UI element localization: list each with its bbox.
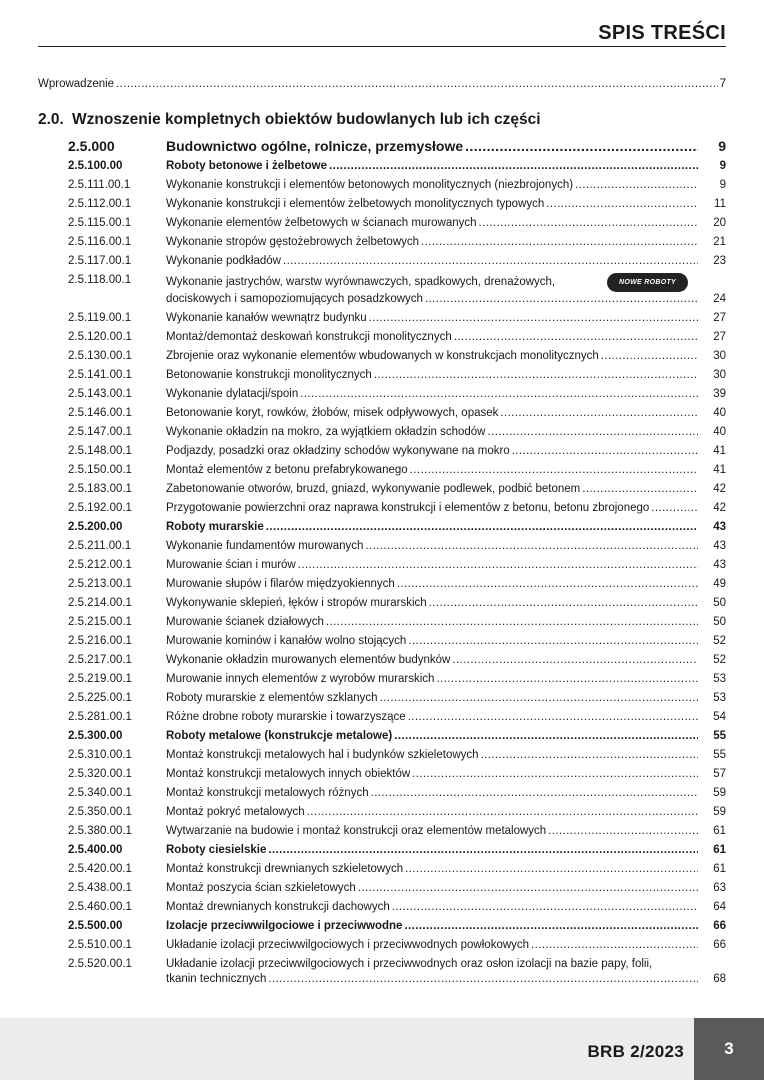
toc-entry-page: 23 [713,255,726,267]
toc-entry[interactable] [38,385,726,404]
toc-entry[interactable] [38,347,726,366]
toc-entry-code: 2.5.212.00.1 [68,559,132,571]
toc-entry-page: 21 [713,236,726,248]
toc-entry[interactable] [38,651,726,670]
dot-leader [397,577,698,592]
toc-entry[interactable] [38,670,726,689]
toc-intro-label: Wprowadzenie [38,78,115,90]
toc-entry-page: 52 [713,635,726,647]
toc-entry-title: tkanin technicznych [166,973,267,985]
toc-entry-title: Wykonywanie sklepień, łęków i stropów murarskich [166,597,427,609]
toc-entry-page: 43 [713,559,726,571]
toc-intro-page: 7 [719,78,726,90]
toc-entry-title: Betonowanie konstrukcji monolitycznych [166,369,372,381]
dot-leader [488,425,699,440]
toc-entry-code: 2.5.219.00.1 [68,673,132,685]
toc-entry-title: Montaż konstrukcji metalowych różnych [166,787,369,799]
dot-leader [394,729,698,744]
dot-leader [283,254,698,269]
dot-leader [425,292,698,307]
toc-entry[interactable] [38,499,726,518]
toc-entry-code: 2.5.143.00.1 [68,388,132,400]
toc-entry[interactable] [38,917,726,936]
toc-entry-page: 50 [713,597,726,609]
toc-entry-code: 2.5.116.00.1 [68,236,132,248]
toc-entry-title: Murowanie słupów i filarów międzyokiennych [166,578,395,590]
toc-entry[interactable] [38,461,726,480]
toc-entry-title: Wykonanie konstrukcji i elementów żelbetowych monolitycznych typowych [166,198,545,210]
dot-leader [410,463,698,478]
toc-entry-page: 59 [713,806,726,818]
dot-leader [436,672,698,687]
dot-leader [465,137,698,155]
toc-entry-title: Zbrojenie oraz wykonanie elementów wbudowanych w konstrukcjach monolitycznych [166,350,599,362]
toc-entry[interactable] [38,955,726,989]
toc-entry-code: 2.5.200.00 [68,521,123,533]
toc-entry-title: Roboty ciesielskie [166,844,267,856]
toc-entry-page: 11 [714,198,726,210]
toc-entry[interactable] [38,689,726,708]
toc-entry[interactable] [38,594,726,613]
section-heading [38,111,726,133]
toc-entry-code: 2.5.111.00.1 [68,179,131,191]
dot-leader [404,919,698,934]
toc-entry[interactable] [38,423,726,442]
toc-entry-page: 43 [713,540,726,552]
dot-leader [582,482,698,497]
toc-entry-code: 2.5.214.00.1 [68,597,132,609]
toc-entry-code: 2.5.216.00.1 [68,635,132,647]
toc-entry[interactable] [38,442,726,461]
toc-entry-page: 54 [713,711,726,723]
toc-entry-title: Wykonanie kanałów wewnątrz budynku [166,312,367,324]
dot-leader [380,691,698,706]
dot-leader [358,881,698,896]
toc-entry-title: Przygotowanie powierzchni oraz naprawa konstrukcji i elementów z betonu, betonu zbrojonego [166,502,650,514]
toc-entry-code: 2.5.380.00.1 [68,825,132,837]
toc-entry-title: Montaż konstrukcji metalowych innych obiektów [166,768,411,780]
toc-entry-code: 2.5.118.00.1 [68,274,132,286]
toc-entry-page: 9 [719,179,726,191]
toc-entry-page: 42 [713,502,726,514]
toc-entry-title: Wykonanie podkładów [166,255,281,267]
toc-entry-code: 2.5.192.00.1 [68,502,132,514]
toc-entry-page: 66 [713,920,726,932]
toc-entry-page: 59 [713,787,726,799]
toc-entry-title: Układanie izolacji przeciwwilgociowych i przeciwwodnych oraz osłon izolacji na bazie papy, folii, [166,958,653,970]
toc-entry-title: Wykonanie okładzin na mokro, za wyjątkiem okładzin schodów [166,426,486,438]
toc-entry-title: Murowanie innych elementów z wyrobów murarskich [166,673,435,685]
toc-entry-page: 57 [713,768,726,780]
toc-entry-title: Montaż elementów z betonu prefabrykowanego [166,464,408,476]
toc-entry-code: 2.5.146.00.1 [68,407,132,419]
toc-entry-title: Różne drobne roboty murarskie i towarzyszące [166,711,406,723]
toc-entry[interactable] [38,841,726,860]
toc-entry-code: 2.5.115.00.1 [68,217,132,229]
toc-entry-page: 66 [713,939,726,951]
toc-entry-page: 9 [719,160,726,172]
toc-entry-title: Betonowanie koryt, rowków, żłobów, misek odpływowych, opasek [166,407,499,419]
toc-entry-page: 9 [718,138,726,154]
toc-entry[interactable] [38,195,726,214]
toc-entry[interactable] [38,328,726,347]
toc-entry-page: 27 [713,331,726,343]
toc-entry-code: 2.5.120.00.1 [68,331,132,343]
dot-leader [268,843,698,858]
toc-entry[interactable] [38,233,726,252]
toc-entry-title: Murowanie ścianek działowych [166,616,324,628]
dot-leader [512,444,698,459]
toc-entry[interactable] [38,252,726,271]
toc-entry[interactable] [38,803,726,822]
toc-entry[interactable] [38,879,726,898]
toc-entry-page: 40 [713,407,726,419]
dot-leader [298,558,698,573]
toc-entry-title: Montaż/demontaż deskowań konstrukcji monolitycznych [166,331,452,343]
toc-entry-title: Roboty metalowe (konstrukcje metalowe) [166,730,393,742]
toc-entry[interactable] [38,404,726,423]
toc-entry-page: 53 [713,692,726,704]
page-number: 3 [724,1039,734,1058]
toc-entry[interactable] [38,135,726,157]
toc-entry[interactable] [38,309,726,328]
toc-entry[interactable] [38,936,726,955]
dot-leader [392,900,698,915]
toc-entry-title: Wykonanie okładzin murowanych elementów budynków [166,654,451,666]
toc-entry-title: Izolacje przeciwwilgociowe i przeciwwodne [166,920,403,932]
toc-entry[interactable] [38,366,726,385]
toc-entry-title: dociskowych i samopoziomujących posadzkowych [166,293,423,305]
toc-entry-page: 61 [713,844,726,856]
toc-entry[interactable] [38,822,726,841]
dot-leader [307,805,698,820]
dot-leader [421,235,698,250]
dot-leader [454,330,698,345]
toc-entry-page: 61 [713,863,726,875]
dot-leader [408,710,698,725]
toc-entry-code: 2.5.300.00 [68,730,123,742]
toc-entry-page: 64 [713,901,726,913]
toc-entry[interactable] [38,176,726,195]
toc-entry-title: Wykonanie stropów gęstożebrowych żelbetowych [166,236,420,248]
toc-entry-page: 20 [713,217,726,229]
toc-entry-code: 2.5.281.00.1 [68,711,132,723]
dot-leader [601,349,698,364]
toc-entry-page: 61 [713,825,726,837]
page-number-box [694,1018,764,1080]
toc-entry-code: 2.5.500.00 [68,920,123,932]
toc-entry-code: 2.5.100.00 [68,160,123,172]
dot-leader [651,501,698,516]
header-divider [38,46,726,47]
toc-entry[interactable] [38,746,726,765]
toc-entry-page: 49 [713,578,726,590]
dot-leader [116,78,718,90]
toc-entry-page: 41 [713,445,726,457]
toc-entry-code: 2.5.510.00.1 [68,939,132,951]
toc-entry-page: 55 [713,749,726,761]
toc-entry-title: Murowanie ścian i murów [166,559,296,571]
toc-entry-title: Montaż pokryć metalowych [166,806,305,818]
toc-entry-code: 2.5.211.00.1 [68,540,132,552]
toc-entry-code: 2.5.148.00.1 [68,445,132,457]
dot-leader [452,653,698,668]
toc-entry-code: 2.5.217.00.1 [68,654,132,666]
toc-entry-page: 27 [713,312,726,324]
toc-entry-page: 39 [713,388,726,400]
toc-entry-title: Roboty murarskie z elementów szklanych [166,692,378,704]
toc-entry[interactable] [38,214,726,233]
toc-entry-page: 53 [713,673,726,685]
dot-leader [266,520,698,535]
toc-entry-page: 63 [713,882,726,894]
dot-leader [412,767,698,782]
dot-leader [479,216,698,231]
toc-entry[interactable] [38,271,726,309]
toc-entry[interactable] [38,575,726,594]
toc-entry[interactable] [38,632,726,651]
toc-entry-page: 43 [713,521,726,533]
toc-entry[interactable] [38,860,726,879]
toc-entry-code: 2.5.130.00.1 [68,350,132,362]
toc-entry-code: 2.5.215.00.1 [68,616,132,628]
toc-entry[interactable] [38,480,726,499]
dot-leader [300,387,698,402]
toc-entry-title: Montaż konstrukcji drewnianych szkieletowych [166,863,404,875]
toc-entry-code: 2.5.438.00.1 [68,882,132,894]
toc-entry-page: 41 [713,464,726,476]
dot-leader [369,311,698,326]
toc-entry-title: Wytwarzanie na budowie i montaż konstrukcji oraz elementów metalowych [166,825,547,837]
toc-entry-title: Wykonanie fundamentów murowanych [166,540,364,552]
toc-entry-page: 24 [713,293,726,305]
toc-entry[interactable] [38,727,726,746]
toc-entry[interactable] [38,613,726,632]
toc-entry-page: 40 [713,426,726,438]
toc-entry-title: Montaż konstrukcji metalowych hal i budynków szkieletowych [166,749,479,761]
toc-entry[interactable] [38,898,726,917]
toc-entry-code: 2.5.183.00.1 [68,483,132,495]
toc-entry-code: 2.5.141.00.1 [68,369,132,381]
toc-entry-code: 2.5.225.00.1 [68,692,132,704]
dot-leader [500,406,698,421]
toc-entry-code: 2.5.310.00.1 [68,749,132,761]
dot-leader [268,972,698,987]
toc-entry-code: 2.5.112.00.1 [68,198,132,210]
toc-entry-code: 2.5.520.00.1 [68,958,132,970]
toc-entry-code: 2.5.400.00 [68,844,123,856]
section-number: 2.0. [38,111,64,128]
dot-leader [546,197,698,212]
dot-leader [575,178,698,193]
toc-entry-page: 50 [713,616,726,628]
toc-entry-code: 2.5.147.00.1 [68,426,132,438]
toc-entry[interactable] [38,537,726,556]
toc-entry-title: Wykonanie konstrukcji i elementów betonowych monolitycznych (niezbrojonych) [166,179,574,191]
toc-entry-page: 68 [713,973,726,985]
toc-entry-code: 2.5.150.00.1 [68,464,132,476]
dot-leader [408,634,698,649]
toc-entry[interactable] [38,784,726,803]
table-of-contents [38,78,726,989]
toc-entry[interactable] [38,518,726,537]
toc-entry-title: Podjazdy, posadzki oraz okładziny schodów wykonywane na mokro [166,445,510,457]
toc-entry-title: Wykonanie elementów żelbetowych w ścianach murowanych [166,217,477,229]
toc-entry-title: Zabetonowanie otworów, bruzd, gniazd, wykonywanie podlewek, podbić betonem [166,483,581,495]
dot-leader [365,539,698,554]
toc-entry-page: 42 [713,483,726,495]
section-title: Wznoszenie kompletnych obiektów budowlanych lub ich części [72,111,541,128]
toc-entry-code: 2.5.460.00.1 [68,901,132,913]
toc-entries [38,135,726,989]
toc-entry-title: Wykonanie dylatacji/spoin [166,388,299,400]
toc-entry-code: 2.5.340.00.1 [68,787,132,799]
toc-entry-code: 2.5.213.00.1 [68,578,132,590]
toc-intro-entry[interactable] [38,78,726,97]
dot-leader [329,159,698,174]
toc-entry[interactable] [38,157,726,176]
dot-leader [531,938,698,953]
toc-entry-title: Roboty betonowe i żelbetowe [166,160,328,172]
page-header-title: SPIS TREŚCI [598,22,726,44]
toc-entry[interactable] [38,708,726,727]
toc-entry-code: 2.5.320.00.1 [68,768,132,780]
dot-leader [374,368,698,383]
dot-leader [548,824,698,839]
dot-leader [429,596,698,611]
toc-entry-page: 55 [713,730,726,742]
publication-label: BRB 2/2023 [587,1042,684,1061]
dot-leader [326,615,698,630]
toc-entry-title: Murowanie kominów i kanałów wolno stojących [166,635,407,647]
toc-entry-title: Układanie izolacji przeciwwilgociowych i przeciwwodnych powłokowych [166,939,530,951]
toc-entry-title: Roboty murarskie [166,521,264,533]
toc-entry-code: 2.5.420.00.1 [68,863,132,875]
toc-entry[interactable] [38,556,726,575]
toc-entry-code: 2.5.117.00.1 [68,255,132,267]
toc-entry[interactable] [38,765,726,784]
toc-entry-title: Montaż poszycia ścian szkieletowych [166,882,356,894]
dot-leader [371,786,698,801]
toc-entry-title: Montaż drewnianych konstrukcji dachowych [166,901,390,913]
toc-entry-code: 2.5.000 [68,138,115,154]
toc-entry-page: 30 [713,350,726,362]
toc-entry-title: Budownictwo ogólne, rolnicze, przemysłowe [166,138,464,154]
toc-entry-code: 2.5.350.00.1 [68,806,132,818]
toc-entry-code: 2.5.119.00.1 [68,312,132,324]
dot-leader [405,862,698,877]
toc-entry-page: 52 [713,654,726,666]
toc-entry-title: Wykonanie jastrychów, warstw wyrównawczych, spadkowych, drenażowych, [166,276,556,288]
new-works-badge: NOWE ROBOTY [607,273,688,292]
toc-entry-page: 30 [713,369,726,381]
dot-leader [481,748,698,763]
